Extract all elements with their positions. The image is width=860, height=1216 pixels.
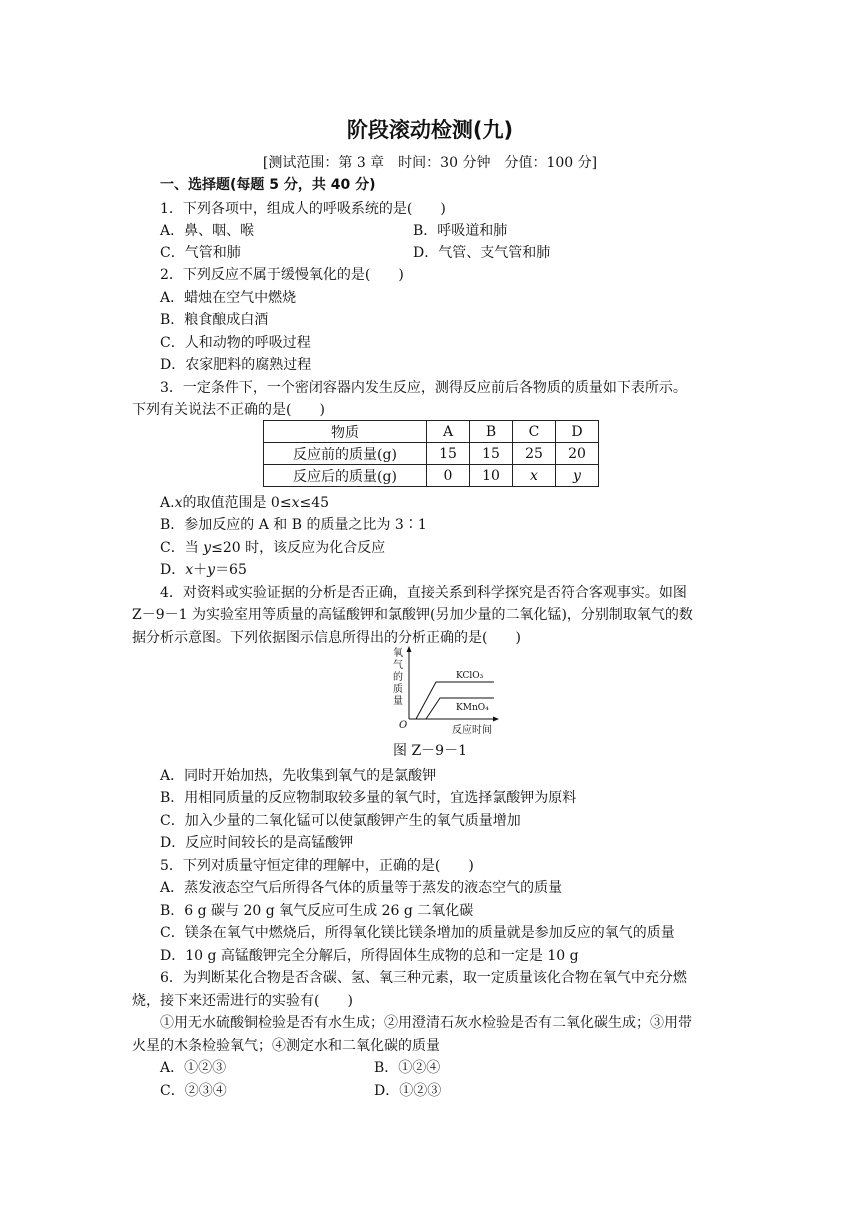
q6-option-c: C．②③④: [160, 1083, 227, 1099]
q1-option-d: D．气管、支气管和肺: [413, 245, 551, 261]
table-cell: 15: [427, 443, 470, 465]
q5-option-a: A．蒸发液态空气后所得各气体的质量等于蒸发的液态空气的质量: [160, 880, 563, 896]
q6-stem-line1: 6．为判断某化合物是否含碳、氢、氧三种元素，取一定质量该化合物在氧气中充分燃: [160, 970, 687, 986]
table-cell: 15: [470, 443, 513, 465]
table-cell: 10: [470, 465, 513, 487]
table-cell: C: [513, 421, 556, 443]
y-axis-label-char: 氧: [393, 648, 403, 659]
table-cell: D: [556, 421, 599, 443]
oxygen-mass-graph: [390, 645, 502, 737]
q2-option-c: C．人和动物的呼吸过程: [160, 335, 311, 351]
q6-option-d: D．①②③: [374, 1083, 442, 1099]
q6-option-a: A．①②③: [160, 1060, 227, 1076]
q5-option-c: C．镁条在氧气中燃烧后，所得氧化镁比镁条增加的质量就是参加反应的氧气的质量: [160, 925, 675, 941]
text-part: 的取值范围是 0≤: [182, 495, 292, 511]
q6-info-line1: ①用无水硫酸铜检验是否有水生成；②用澄清石灰水检验是否有二氧化碳生成；③用带: [160, 1015, 692, 1031]
q4-stem-line3: 据分析示意图。下列依据图示信息所得出的分析正确的是( ): [132, 630, 521, 646]
q3-stem-line2: 下列有关说法不正确的是( ): [132, 402, 325, 418]
table-cell: 25: [513, 443, 556, 465]
table-header-row: [264, 421, 599, 443]
table-row: [264, 443, 599, 465]
table-cell: x: [513, 465, 556, 487]
q2-option-b: B．粮食酿成白酒: [160, 312, 269, 328]
x-axis-arrow: [493, 717, 499, 722]
q5-option-d: D．10 g 高锰酸钾完全分解后，所得固体生成物的总和一定是 10 g: [160, 948, 579, 964]
q5-stem: 5．下列对质量守恒定律的理解中，正确的是( ): [160, 858, 474, 874]
q6-stem-line2: 烧，接下来还需进行的实验有( ): [132, 993, 353, 1009]
variable-y: y: [207, 562, 216, 578]
table-cell: 反应后的质量(g): [264, 465, 427, 487]
text-part: ≤20 时，该反应为化合反应: [211, 540, 386, 556]
q3-option-a: [160, 494, 329, 512]
q2-option-a: A．蜡烛在空气中燃烧: [160, 290, 297, 306]
series-label-kclo3: KClO₃: [456, 671, 484, 681]
table-cell: 20: [556, 443, 599, 465]
q6-info-line2: 火星的木条检验氧气；④测定水和二氧化碳的质量: [132, 1038, 440, 1054]
q5-option-b: B．6 g 碳与 20 g 氧气反应可生成 26 g 二氧化碳: [160, 903, 474, 919]
table-cell: 物质: [264, 421, 427, 443]
q1-stem: 1．下列各项中，组成人的呼吸系统的是( ): [160, 201, 446, 217]
mass-table: [263, 420, 599, 487]
section-heading-text: 一、选择题(每题 5 分，共 40 分): [160, 177, 376, 193]
kclo3-curve: [416, 682, 494, 719]
y-axis-label-char: 气: [393, 660, 403, 671]
text-part: D．: [160, 562, 186, 578]
page-title: 阶段滚动检测(九): [346, 118, 514, 142]
table-cell: 0: [427, 465, 470, 487]
q2-stem: 2．下列反应不属于缓慢氧化的是( ): [160, 267, 404, 283]
text-part: ≤45: [299, 495, 330, 511]
q3-option-b: B．参加反应的 A 和 B 的质量之比为 3∶1: [160, 517, 427, 533]
text-part: C．当: [160, 540, 204, 556]
q1-option-a: A．鼻、咽、喉: [160, 223, 255, 239]
q3-stem-line1: 3．一定条件下，一个密闭容器内发生反应，测得反应前后各物质的质量如下表所示。: [160, 380, 687, 396]
variable-y: y: [203, 540, 212, 556]
table-cell: y: [556, 465, 599, 487]
text-part: ＝65: [215, 562, 247, 578]
y-axis-arrow: [407, 646, 412, 652]
figure-caption: 图 Z－9－1: [393, 743, 467, 759]
y-axis-label-char: 量: [393, 696, 403, 707]
q1-option-c: C．气管和肺: [160, 245, 241, 261]
q4-option-c: C．加入少量的二氧化锰可以使氯酸钾产生的氧气质量增加: [160, 813, 521, 829]
variable-x: x: [291, 495, 300, 511]
origin-label: O: [399, 720, 408, 731]
q4-stem-line1: 4．对资料或实验证据的分析是否正确，直接关系到科学探究是否符合客观事实。如图: [160, 585, 687, 601]
q4-option-b: B．用相同质量的反应物制取较多量的氧气时，宜选择氯酸钾为原料: [160, 790, 577, 806]
variable-x: x: [185, 562, 194, 578]
table-cell: B: [470, 421, 513, 443]
section-heading: [160, 176, 376, 194]
q3-option-c: [160, 539, 385, 557]
x-axis-label: 反应时间: [452, 725, 492, 736]
test-scope: [测试范围：第 3 章 时间：30 分钟 分值：100 分]: [262, 155, 598, 171]
q3-option-d: [160, 561, 247, 579]
table-cell: A: [427, 421, 470, 443]
q1-option-b: B．呼吸道和肺: [413, 223, 508, 239]
table-row: [264, 465, 599, 487]
series-label-kmno4: KMnO₄: [456, 703, 489, 713]
text-part: ＋: [193, 562, 208, 578]
q2-option-d: D．农家肥料的腐熟过程: [160, 357, 312, 373]
y-axis-label-char: 的: [393, 672, 403, 683]
variable-x: x: [174, 495, 183, 511]
table-cell: 反应前的质量(g): [264, 443, 427, 465]
q4-option-d: D．反应时间较长的是高锰酸钾: [160, 835, 354, 851]
text-part: A.: [160, 495, 175, 511]
y-axis-label-char: 质: [393, 684, 403, 695]
q4-stem-line2: Z－9－1 为实验室用等质量的高锰酸钾和氯酸钾(另加少量的二氧化锰)，分别制取氧气的数: [132, 607, 693, 623]
q6-option-b: B．①②④: [374, 1060, 441, 1076]
q4-option-a: A．同时开始加热，先收集到氧气的是氯酸钾: [160, 768, 437, 784]
